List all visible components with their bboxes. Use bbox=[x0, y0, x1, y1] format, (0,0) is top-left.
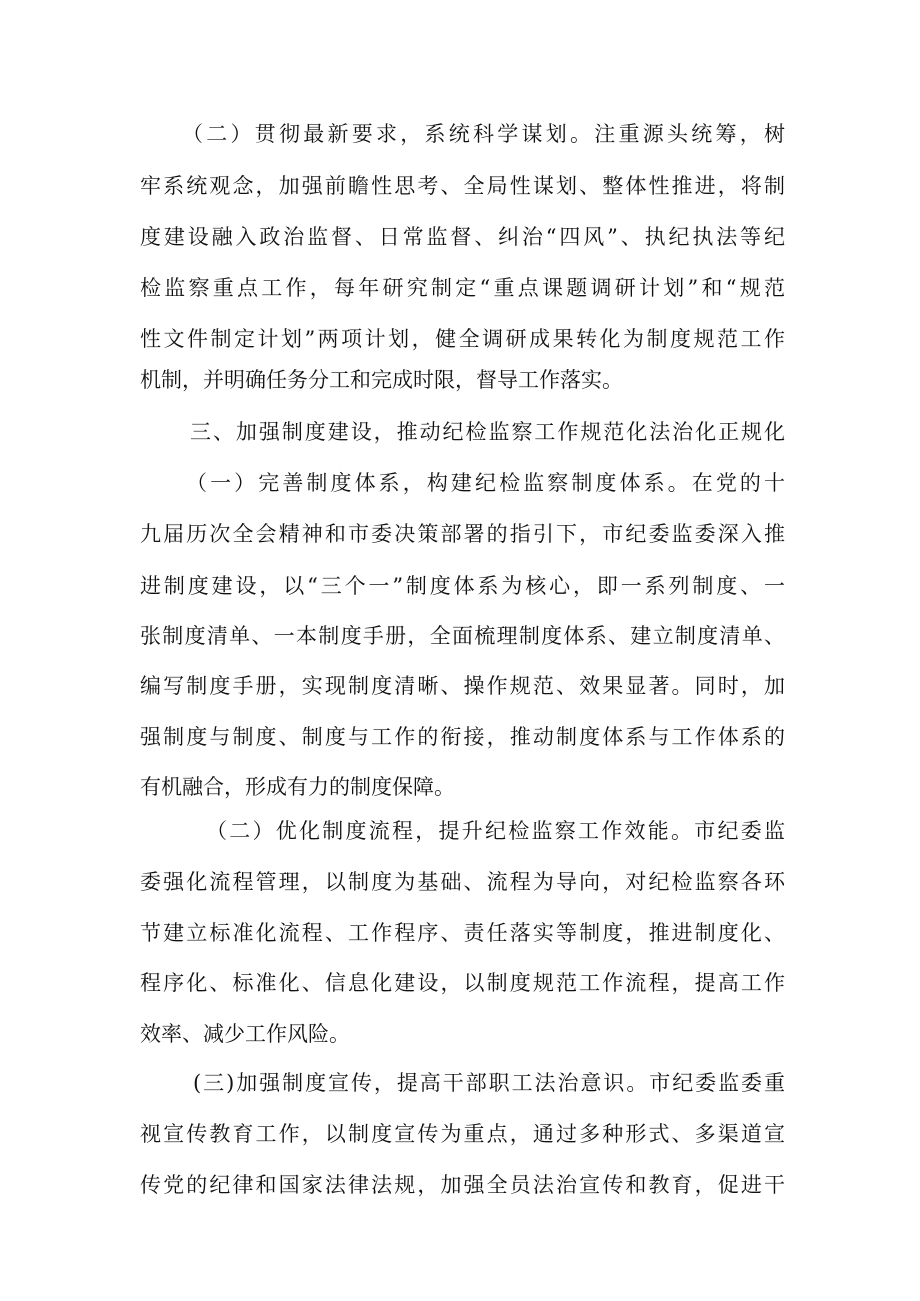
paragraph-3-2-line-2: 委强化流程管理，以制度为基础、流程为导向，对纪检监察各环 bbox=[140, 870, 785, 894]
paragraph-3-1-line-5: 编写制度手册，实现制度清晰、操作规范、效果显著。同时，加 bbox=[140, 674, 785, 698]
paragraph-3-2-line-5: 效率、减少工作风险。 bbox=[140, 1022, 350, 1046]
paragraph-2-2-line-5: 性文件制定计划”两项计划，健全调研成果转化为制度规范工作 bbox=[140, 327, 785, 351]
paragraph-2-2-line-1: （二）贯彻最新要求，系统科学谋划。注重源头统筹，树 bbox=[182, 122, 785, 146]
paragraph-3-1-line-3: 进制度建设，以“三个一”制度体系为核心，即一系列制度、一 bbox=[140, 574, 785, 598]
section-3-heading: 三、加强制度建设，推动纪检监察工作规范化法治化正规化 bbox=[190, 420, 785, 444]
paragraph-3-2-line-1: （二）优化制度流程，提升纪检监察工作效能。市纪委监 bbox=[206, 819, 785, 843]
paragraph-3-1-line-6: 强制度与制度、制度与工作的衔接，推动制度体系与工作体系的 bbox=[140, 725, 785, 749]
paragraph-3-1-line-1: （一）完善制度体系，构建纪检监察制度体系。在党的十 bbox=[186, 471, 785, 495]
paragraph-3-2-line-4: 程序化、标准化、信息化建设，以制度规范工作流程，提高工作 bbox=[140, 971, 785, 995]
paragraph-2-2-line-3: 度建设融入政治监督、日常监督、纠治“四风”、执纪执法等纪 bbox=[140, 225, 785, 249]
paragraph-3-3-line-3: 传党的纪律和国家法律法规，加强全员法治宣传和教育，促进干 bbox=[140, 1173, 785, 1197]
paragraph-2-2-line-2: 牢系统观念，加强前瞻性思考、全局性谋划、整体性推进，将制 bbox=[140, 174, 785, 198]
paragraph-2-2-line-6: 机制，并明确任务分工和完成时限，督导工作落实。 bbox=[140, 368, 623, 392]
paragraph-3-3-line-1: (三)加强制度宣传，提高干部职工法治意识。市纪委监委重 bbox=[193, 1071, 785, 1095]
paragraph-2-2-line-4: 检监察重点工作，每年研究制定“重点课题调研计划”和“规范 bbox=[140, 276, 785, 300]
paragraph-3-1-line-2: 九届历次全会精神和市委决策部署的指引下，市纪委监委深入推 bbox=[140, 522, 785, 546]
paragraph-3-1-line-4: 张制度清单、一本制度手册，全面梳理制度体系、建立制度清单、 bbox=[140, 624, 785, 648]
paragraph-3-1-line-7: 有机融合，形成有力的制度保障。 bbox=[140, 775, 455, 799]
paragraph-3-3-line-2: 视宣传教育工作，以制度宣传为重点，通过多种形式、多渠道宣 bbox=[140, 1122, 785, 1146]
paragraph-3-2-line-3: 节建立标准化流程、工作程序、责任落实等制度，推进制度化、 bbox=[140, 921, 785, 945]
